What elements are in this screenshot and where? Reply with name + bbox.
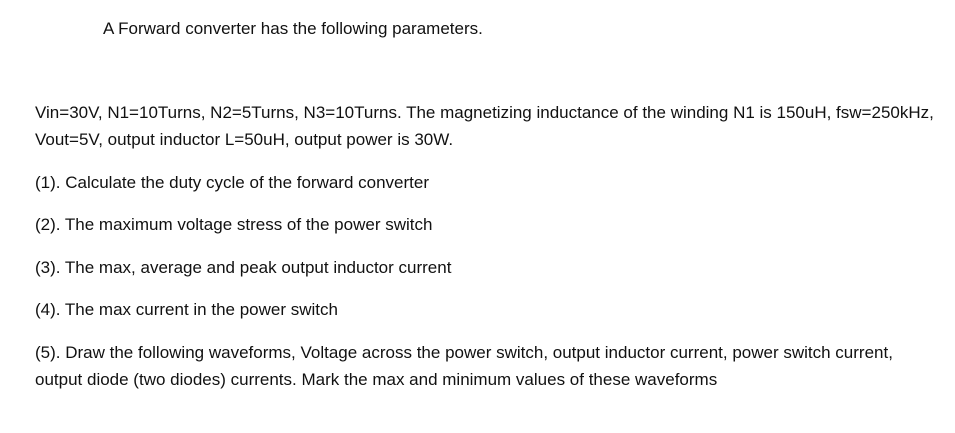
question-2: (2). The maximum voltage stress of the power switch [35, 215, 433, 234]
question-3: (3). The max, average and peak output inductor current [35, 258, 452, 277]
parameters-paragraph: Vin=30V, N1=10Turns, N2=5Turns, N3=10Turns. The magnetizing inductance of the winding N1 is 150uH, fsw=250kHz, Vout=5V, output inductor L=50uH, output power is 30W. [35, 103, 934, 149]
intro-text: A Forward converter has the following parameters. [103, 19, 483, 38]
question-1: (1). Calculate the duty cycle of the forward converter [35, 173, 430, 192]
question-4: (4). The max current in the power switch [35, 300, 338, 319]
question-5: (5). Draw the following waveforms, Voltage across the power switch, output inductor current, power switch current, output diode (two diodes) currents. Mark the max and minimum values of these waveforms [35, 343, 893, 389]
